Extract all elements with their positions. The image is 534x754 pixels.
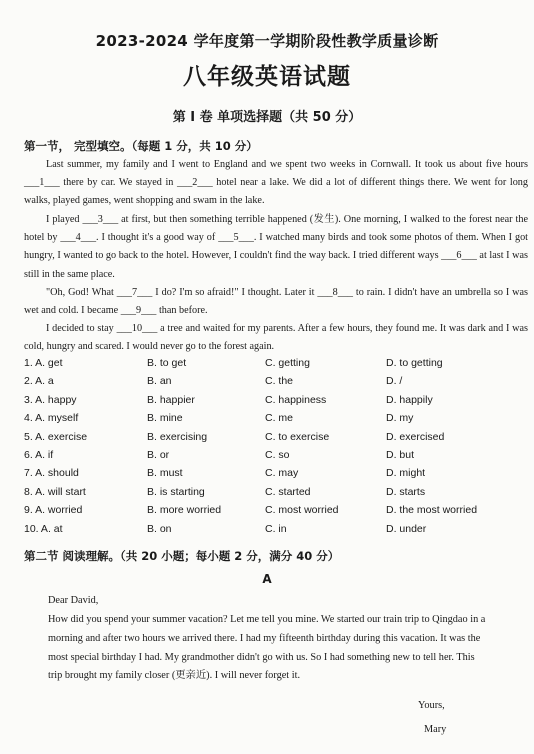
option-d[interactable]: D. might bbox=[386, 467, 426, 480]
paragraph-text: I played ___3___ at first, but then something terrible happened (发生). One morning, I walked to the forest near the hotel by ___4___. I thought it's a good way of ___5___. I watched many birds and took some photos of them. When I got hungry, I wanted to go back to the hotel. However, I couldn't find the way back. I tried different ways ___6___ at last I was still in the same place. bbox=[24, 214, 528, 280]
option-b[interactable]: B. an bbox=[147, 375, 172, 388]
option-b[interactable]: B. mine bbox=[147, 412, 183, 425]
option-b[interactable]: B. or bbox=[147, 448, 170, 461]
list-item bbox=[24, 449, 524, 467]
cloze-paragraph-3 bbox=[24, 284, 528, 320]
option-b[interactable]: B. on bbox=[147, 522, 172, 535]
option-d[interactable]: D. to getting bbox=[386, 357, 443, 369]
option-c[interactable]: C. getting bbox=[265, 357, 310, 369]
option-a[interactable]: 4. A. myself bbox=[24, 412, 79, 425]
option-a[interactable]: 8. A. will start bbox=[24, 485, 86, 498]
cloze-paragraph-2 bbox=[24, 211, 528, 284]
option-d[interactable]: D. under bbox=[386, 522, 427, 535]
option-b[interactable]: B. more worried bbox=[147, 504, 222, 517]
option-c[interactable]: C. me bbox=[265, 412, 294, 425]
option-d[interactable]: D. happily bbox=[386, 393, 433, 406]
option-d[interactable]: D. / bbox=[386, 375, 403, 388]
section1-heading: 第一节， 完型填空。（每题 1 分，共 10 分） bbox=[24, 139, 258, 153]
list-item bbox=[24, 375, 524, 393]
list-item bbox=[24, 523, 524, 541]
option-a[interactable]: 9. A. worried bbox=[24, 504, 83, 517]
option-c[interactable]: C. in bbox=[265, 522, 287, 535]
list-item bbox=[24, 504, 524, 522]
letter-signature: Mary bbox=[424, 724, 447, 735]
option-b[interactable]: B. exercising bbox=[147, 430, 208, 443]
cloze-paragraph-1 bbox=[24, 156, 528, 211]
paragraph-text: I decided to stay ___10___ a tree and waited for my parents. After a few hours, they found me. It was dark and I was cold, hungry and scared. I would never go to the forest again. bbox=[24, 323, 528, 353]
option-b[interactable]: B. is starting bbox=[147, 485, 205, 498]
option-d[interactable]: D. but bbox=[386, 448, 415, 461]
passage-label: A bbox=[262, 572, 272, 586]
paragraph-text: "Oh, God! What ___7___ I do? I'm so afraid!" I thought. Later it ___8___ to rain. I didn't have an umbrella so I was wet and cold. I became ___9___ than before. bbox=[24, 287, 528, 317]
list-item bbox=[24, 394, 524, 412]
section2-heading: 第二节 阅读理解。（共 20 小题；每小题 2 分，满分 40 分） bbox=[24, 549, 340, 563]
list-item bbox=[24, 467, 524, 485]
option-d[interactable]: D. starts bbox=[386, 485, 426, 498]
option-c[interactable]: C. the bbox=[265, 375, 294, 388]
option-a[interactable]: 7. A. should bbox=[24, 467, 79, 480]
list-item bbox=[24, 486, 524, 504]
option-d[interactable]: D. my bbox=[386, 412, 414, 425]
option-a[interactable]: 2. A. a bbox=[24, 375, 54, 388]
option-b[interactable]: B. happier bbox=[147, 393, 195, 406]
option-a[interactable]: 5. A. exercise bbox=[24, 430, 88, 443]
option-c[interactable]: C. may bbox=[265, 467, 299, 480]
option-c[interactable]: C. started bbox=[265, 485, 311, 498]
list-item bbox=[24, 357, 524, 375]
list-item bbox=[24, 431, 524, 449]
letter-body: How did you spend your summer vacation? Let me tell you mine. We started our train trip to Qingdao in a morning and after two hours we arrived there. I had my fifteenth birthday during this vacation. It was the most special birthday I had. My grandmother didn't go with us. So I had something new to tell her. This trip brought my family closer (更亲近). I will never forget it. bbox=[48, 614, 486, 682]
option-c[interactable]: C. so bbox=[265, 448, 290, 461]
option-b[interactable]: B. to get bbox=[147, 357, 187, 369]
option-a[interactable]: 1. A. get bbox=[24, 357, 63, 369]
option-b[interactable]: B. must bbox=[147, 467, 183, 480]
letter-greeting: Dear David, bbox=[48, 595, 99, 606]
option-c[interactable]: C. to exercise bbox=[265, 430, 330, 443]
option-a[interactable]: 3. A. happy bbox=[24, 393, 77, 406]
exam-subtitle: 八年级英语试题 bbox=[183, 64, 351, 90]
options-list bbox=[24, 357, 524, 541]
option-d[interactable]: D. exercised bbox=[386, 430, 445, 443]
list-item bbox=[24, 412, 524, 430]
option-a[interactable]: 10. A. at bbox=[24, 522, 63, 535]
paragraph-text: Last summer, my family and I went to England and we spent two weeks in Cornwall. It took us about five hours ___1___ there by car. We stayed in ___2___ hotel near a lake. We did a lot of different things there. We went for long walks, played games, went shopping and swam in the lake. bbox=[24, 159, 528, 207]
letter-closing: Yours, bbox=[418, 700, 445, 711]
option-c[interactable]: C. most worried bbox=[265, 504, 339, 517]
option-c[interactable]: C. happiness bbox=[265, 393, 327, 406]
option-d[interactable]: D. the most worried bbox=[386, 504, 478, 517]
option-a[interactable]: 6. A. if bbox=[24, 448, 54, 461]
exam-title: 2023-2024 学年度第一学期阶段性教学质量诊断 bbox=[95, 32, 439, 50]
part-title: 第 I 卷 单项选择题（共 50 分） bbox=[172, 110, 362, 125]
cloze-paragraph-4 bbox=[24, 320, 528, 356]
